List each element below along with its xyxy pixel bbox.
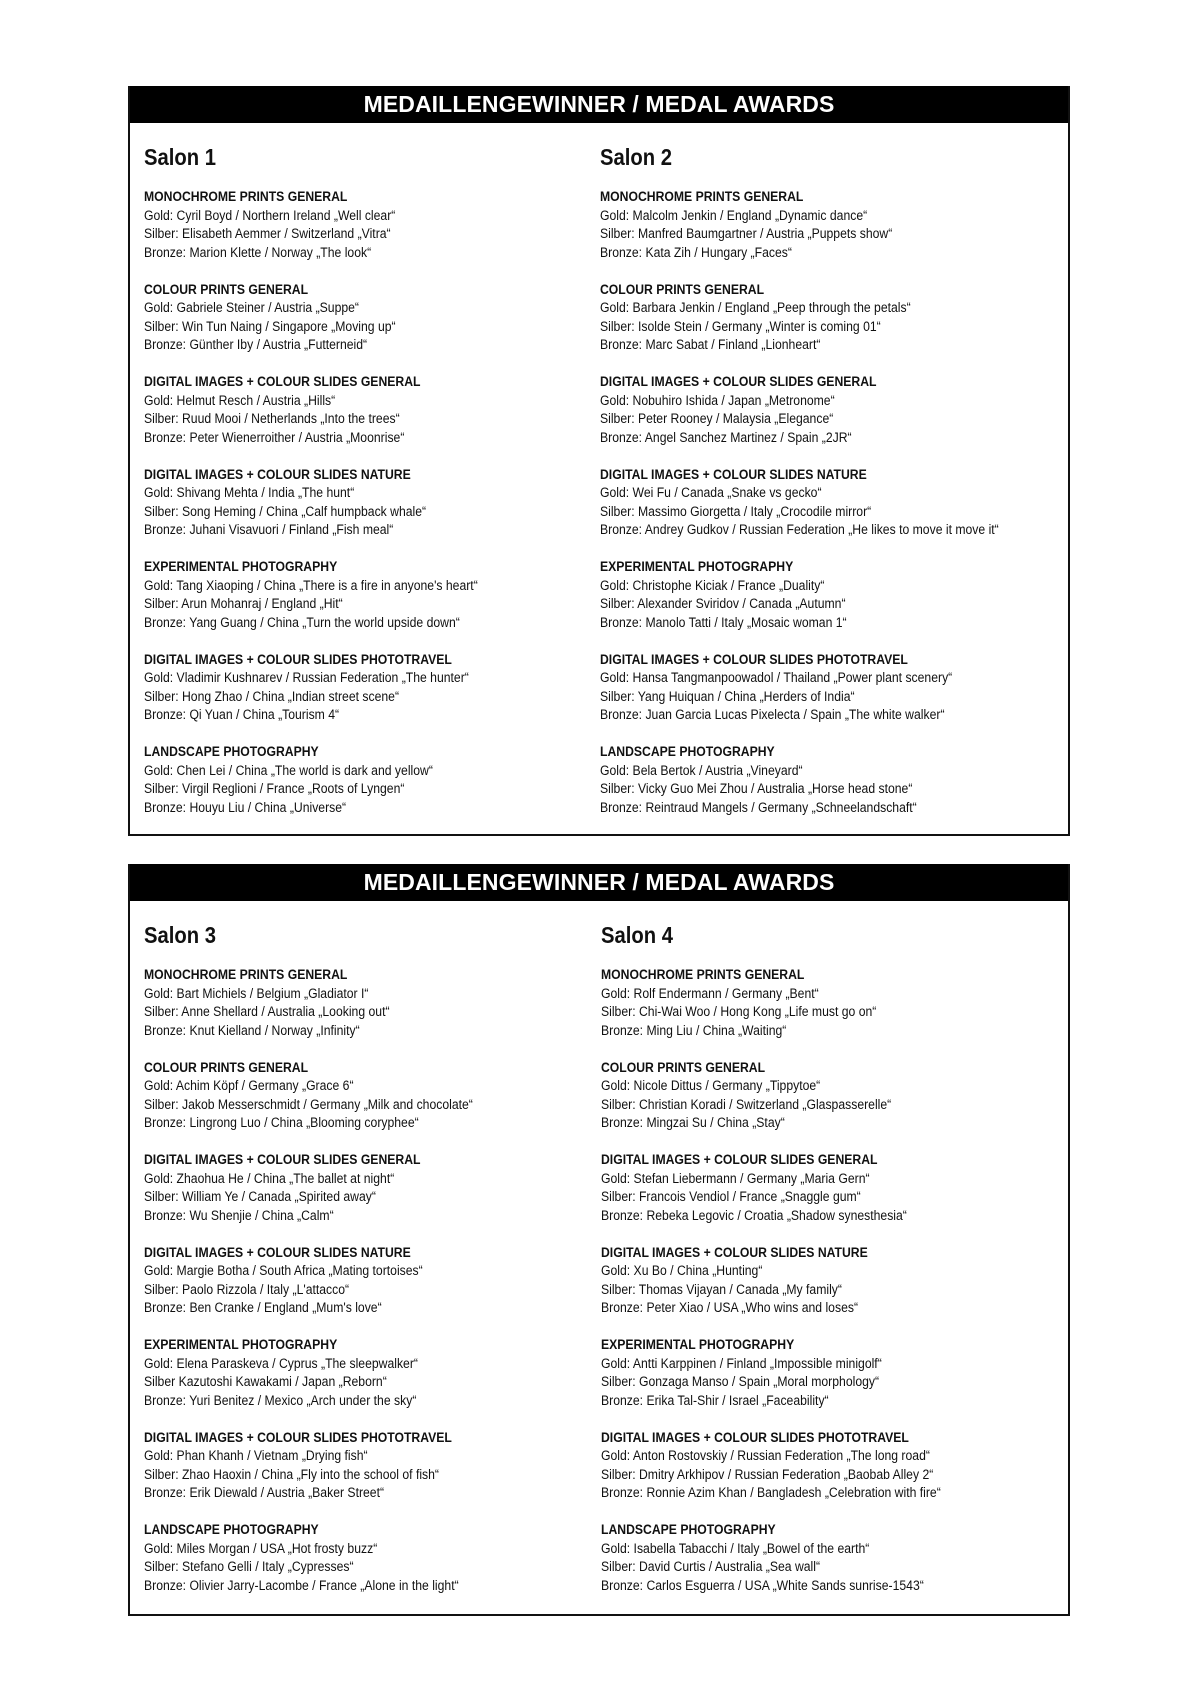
award-category	[601, 1059, 1061, 1133]
award-category	[144, 1151, 601, 1225]
award-line: Bronze: Marc Sabat / Finland „Lionheart“	[600, 337, 821, 353]
award-line: Bronze: Wu Shenjie / China „Calm“	[144, 1207, 334, 1224]
award-line: Silber: Manfred Baumgartner / Austria „Puppets show“	[600, 226, 893, 242]
award-line: Bronze: Juhani Visavuori / Finland „Fish meal“	[144, 522, 394, 538]
award-line: Bronze: Peter Wienerroither / Austria „Moonrise“	[144, 429, 405, 446]
award-line: Bronze: Erika Tal-Shir / Israel „Faceability“	[600, 1392, 829, 1409]
award-line: Bronze: Qi Yuan / China „Tourism 4“	[144, 707, 340, 723]
category-title: LANDSCAPE PHOTOGRAPHY	[600, 1522, 776, 1538]
award-line: Silber: Anne Shellard / Australia „Looking out“	[144, 1004, 390, 1020]
award-line: Bronze: Peter Xiao / USA „Who wins and loses“	[600, 1300, 858, 1316]
award-line: Silber: Song Heming / China „Calf humpback whale“	[144, 503, 427, 520]
category-title: DIGITAL IMAGES + COLOUR SLIDES PHOTOTRAVEL	[600, 651, 908, 668]
category-title: DIGITAL IMAGES + COLOUR SLIDES GENERAL	[144, 1152, 421, 1168]
award-category	[601, 1521, 1061, 1595]
award-category	[144, 188, 600, 262]
award-line: Silber: William Ye / Canada „Spirited away“	[144, 1189, 376, 1205]
award-line: Gold: Isabella Tabacchi / Italy „Bowel of the earth“	[600, 1540, 869, 1557]
award-category	[600, 373, 1060, 447]
category-title: EXPERIMENTAL PHOTOGRAPHY	[144, 1337, 338, 1353]
award-line: Silber: Dmitry Arkhipov / Russian Federation „Baobab Alley 2“	[600, 1466, 933, 1483]
salon-columns	[144, 144, 1060, 836]
award-line: Bronze: Carlos Esguerra / USA „White Sands sunrise-1543“	[600, 1577, 924, 1594]
award-line: Bronze: Juan Garcia Lucas Pixelecta / Spain „The white walker“	[600, 707, 945, 723]
award-line: Silber: Virgil Reglioni / France „Roots of Lyngen“	[144, 781, 405, 797]
award-line: Silber: Elisabeth Aemmer / Switzerland „Vitra“	[144, 226, 391, 242]
award-line: Gold: Elena Paraskeva / Cyprus „The sleepwalker“	[144, 1355, 418, 1372]
award-category	[601, 1336, 1061, 1410]
salon-column	[144, 922, 601, 1614]
category-title: DIGITAL IMAGES + COLOUR SLIDES GENERAL	[600, 1152, 877, 1168]
salon-column	[144, 144, 600, 836]
category-title: MONOCHROME PRINTS GENERAL	[144, 189, 348, 205]
salon-column	[600, 144, 1060, 836]
award-category	[600, 743, 1060, 817]
award-line: Bronze: Mingzai Su / China „Stay“	[600, 1115, 785, 1131]
award-category	[144, 373, 600, 447]
award-category	[144, 466, 600, 540]
category-title: DIGITAL IMAGES + COLOUR SLIDES NATURE	[144, 1244, 411, 1261]
award-line: Silber: Thomas Vijayan / Canada „My family“	[600, 1281, 842, 1298]
category-title: DIGITAL IMAGES + COLOUR SLIDES NATURE	[600, 1244, 868, 1261]
award-category	[144, 743, 600, 817]
award-line: Gold: Stefan Liebermann / Germany „Maria Gern“	[600, 1170, 870, 1187]
award-line: Silber Kazutoshi Kawakami / Japan „Reborn“	[144, 1374, 387, 1390]
award-line: Gold: Miles Morgan / USA „Hot frosty buzz“	[144, 1540, 378, 1557]
award-category	[601, 1244, 1061, 1318]
category-title: DIGITAL IMAGES + COLOUR SLIDES NATURE	[144, 466, 411, 483]
award-line: Gold: Gabriele Steiner / Austria „Suppe“	[144, 300, 359, 316]
salon-column	[601, 922, 1061, 1614]
award-line: Bronze: Rebeka Legovic / Croatia „Shadow synesthesia“	[600, 1207, 907, 1224]
award-line: Bronze: Houyu Liu / China „Universe“	[144, 799, 347, 816]
salon-title: Salon 3	[144, 922, 216, 948]
award-line: Silber: Zhao Haoxin / China „Fly into the school of fish“	[144, 1466, 440, 1483]
award-line: Silber: Ruud Mooi / Netherlands „Into the trees“	[144, 411, 400, 427]
award-line: Silber: Alexander Sviridov / Canada „Autumn“	[600, 596, 846, 612]
award-category	[144, 558, 600, 632]
award-line: Gold: Achim Köpf / Germany „Grace 6“	[144, 1078, 354, 1094]
award-category	[601, 1151, 1061, 1225]
award-line: Silber: Arun Mohanraj / England „Hit“	[144, 596, 343, 612]
award-line: Gold: Malcolm Jenkin / England „Dynamic dance“	[600, 207, 868, 224]
award-category	[144, 651, 600, 725]
award-line: Gold: Shivang Mehta / India „The hunt“	[144, 485, 355, 501]
award-line: Gold: Xu Bo / China „Hunting“	[600, 1263, 762, 1279]
category-title: LANDSCAPE PHOTOGRAPHY	[600, 744, 775, 760]
category-title: COLOUR PRINTS GENERAL	[600, 281, 765, 298]
award-line: Silber: Christian Koradi / Switzerland „Glaspasserelle“	[600, 1096, 891, 1113]
category-title: DIGITAL IMAGES + COLOUR SLIDES GENERAL	[600, 374, 877, 390]
award-line: Gold: Rolf Endermann / Germany „Bent“	[600, 985, 819, 1002]
award-line: Bronze: Olivier Jarry-Lacombe / France „Alone in the light“	[144, 1577, 459, 1594]
category-title: COLOUR PRINTS GENERAL	[144, 1059, 309, 1076]
award-category	[601, 1429, 1061, 1503]
salon-title: Salon 4	[600, 922, 673, 948]
awards-panel	[128, 864, 1070, 1616]
award-line: Silber: Gonzaga Manso / Spain „Moral morphology“	[600, 1374, 879, 1390]
award-line: Gold: Margie Botha / South Africa „Mating tortoises“	[144, 1263, 423, 1279]
award-line: Silber: Isolde Stein / Germany „Winter is coming 01“	[600, 318, 881, 335]
award-line: Silber: Vicky Guo Mei Zhou / Australia „Horse head stone“	[600, 781, 913, 797]
salon-title: Salon 2	[600, 144, 672, 170]
salon-title: Salon 1	[144, 144, 216, 170]
category-title: COLOUR PRINTS GENERAL	[600, 1059, 765, 1076]
award-line: Bronze: Erik Diewald / Austria „Baker Street“	[144, 1485, 385, 1501]
category-title: DIGITAL IMAGES + COLOUR SLIDES PHOTOTRAVEL	[144, 651, 452, 668]
award-category	[144, 1244, 601, 1318]
award-line: Gold: Anton Rostovskiy / Russian Federation „The long road“	[600, 1448, 930, 1464]
award-line: Bronze: Lingrong Luo / China „Blooming coryphee“	[144, 1115, 419, 1131]
award-line: Gold: Nobuhiro Ishida / Japan „Metronome“	[600, 392, 835, 409]
award-category	[144, 281, 600, 355]
award-line: Gold: Bart Michiels / Belgium „Gladiator I“	[144, 985, 369, 1002]
award-category	[601, 966, 1061, 1040]
category-title: DIGITAL IMAGES + COLOUR SLIDES GENERAL	[144, 374, 421, 390]
category-title: EXPERIMENTAL PHOTOGRAPHY	[600, 559, 794, 575]
award-line: Silber: Peter Rooney / Malaysia „Elegance“	[600, 411, 834, 427]
award-line: Bronze: Yang Guang / China „Turn the world upside down“	[144, 614, 460, 631]
award-line: Gold: Tang Xiaoping / China „There is a fire in anyone's heart“	[144, 577, 478, 594]
category-title: EXPERIMENTAL PHOTOGRAPHY	[600, 1337, 794, 1353]
salon-columns	[144, 922, 1060, 1614]
award-line: Bronze: Reintraud Mangels / Germany „Schneelandschaft“	[600, 799, 917, 816]
award-line: Bronze: Ben Cranke / England „Mum's love“	[144, 1300, 382, 1316]
award-line: Silber: Yang Huiquan / China „Herders of India“	[600, 688, 855, 705]
award-line: Bronze: Ming Liu / China „Waiting“	[600, 1022, 786, 1039]
award-line: Bronze: Günther Iby / Austria „Futterneid“	[144, 337, 368, 353]
award-line: Bronze: Yuri Benitez / Mexico „Arch under the sky“	[144, 1392, 417, 1409]
award-line: Gold: Vladimir Kushnarev / Russian Federation „The hunter“	[144, 670, 469, 686]
awards-panel	[128, 86, 1070, 836]
award-line: Gold: Bela Bertok / Austria „Vineyard“	[600, 762, 803, 779]
award-line: Gold: Zhaohua He / China „The ballet at night“	[144, 1170, 395, 1187]
award-category	[144, 966, 601, 1040]
award-line: Bronze: Ronnie Azim Khan / Bangladesh „Celebration with fire“	[600, 1485, 941, 1501]
award-line: Gold: Cyril Boyd / Northern Ireland „Well clear“	[144, 207, 396, 224]
award-category	[600, 281, 1060, 355]
category-title: DIGITAL IMAGES + COLOUR SLIDES PHOTOTRAVEL	[600, 1429, 909, 1446]
category-title: DIGITAL IMAGES + COLOUR SLIDES NATURE	[600, 466, 867, 483]
award-line: Silber: Paolo Rizzola / Italy „L'attacco“	[144, 1281, 350, 1298]
category-title: LANDSCAPE PHOTOGRAPHY	[144, 744, 319, 760]
award-line: Gold: Chen Lei / China „The world is dark and yellow“	[144, 762, 433, 779]
category-title: COLOUR PRINTS GENERAL	[144, 281, 309, 298]
award-category	[600, 651, 1060, 725]
award-line: Bronze: Manolo Tatti / Italy „Mosaic woman 1“	[600, 614, 847, 631]
category-title: LANDSCAPE PHOTOGRAPHY	[144, 1522, 319, 1538]
award-line: Bronze: Marion Klette / Norway „The look“	[144, 244, 372, 261]
award-line: Silber: Chi-Wai Woo / Hong Kong „Life must go on“	[600, 1004, 876, 1020]
award-line: Gold: Antti Karppinen / Finland „Impossible minigolf“	[600, 1355, 882, 1372]
award-line: Gold: Wei Fu / Canada „Snake vs gecko“	[600, 485, 822, 501]
category-title: EXPERIMENTAL PHOTOGRAPHY	[144, 559, 338, 575]
award-line: Gold: Helmut Resch / Austria „Hills“	[144, 392, 336, 409]
award-category	[144, 1336, 601, 1410]
award-line: Bronze: Knut Kielland / Norway „Infinity“	[144, 1022, 360, 1039]
award-line: Silber: Jakob Messerschmidt / Germany „Milk and chocolate“	[144, 1096, 473, 1113]
panel-header: MEDAILLENGEWINNER / MEDAL AWARDS	[130, 86, 1068, 123]
award-line: Bronze: Kata Zih / Hungary „Faces“	[600, 244, 792, 261]
category-title: DIGITAL IMAGES + COLOUR SLIDES PHOTOTRAVEL	[144, 1429, 452, 1446]
award-line: Silber: Massimo Giorgetta / Italy „Crocodile mirror“	[600, 503, 872, 520]
award-line: Silber: Hong Zhao / China „Indian street scene“	[144, 688, 400, 705]
award-line: Bronze: Angel Sanchez Martinez / Spain „2JR“	[600, 429, 852, 446]
award-line: Silber: Win Tun Naing / Singapore „Moving up“	[144, 318, 396, 335]
award-category	[600, 466, 1060, 540]
panel-header: MEDAILLENGEWINNER / MEDAL AWARDS	[130, 864, 1068, 901]
award-line: Silber: David Curtis / Australia „Sea wall“	[600, 1559, 820, 1575]
award-category	[144, 1521, 601, 1595]
award-line: Gold: Christophe Kiciak / France „Duality“	[600, 577, 825, 594]
award-category	[144, 1429, 601, 1503]
award-line: Gold: Hansa Tangmanpoowadol / Thailand „Power plant scenery“	[600, 670, 953, 686]
award-category	[144, 1059, 601, 1133]
award-line: Silber: Stefano Gelli / Italy „Cypresses“	[144, 1559, 354, 1575]
award-category	[600, 188, 1060, 262]
award-line: Gold: Barbara Jenkin / England „Peep through the petals“	[600, 300, 911, 316]
award-line: Silber: Francois Vendiol / France „Snaggle gum“	[600, 1189, 861, 1205]
award-line: Bronze: Andrey Gudkov / Russian Federation „He likes to move it move it“	[600, 522, 999, 538]
category-title: MONOCHROME PRINTS GENERAL	[600, 189, 804, 205]
award-line: Gold: Phan Khanh / Vietnam „Drying fish“	[144, 1448, 368, 1464]
category-title: MONOCHROME PRINTS GENERAL	[600, 967, 804, 983]
award-line: Gold: Nicole Dittus / Germany „Tippytoe“	[600, 1078, 820, 1094]
category-title: MONOCHROME PRINTS GENERAL	[144, 967, 348, 983]
award-category	[600, 558, 1060, 632]
